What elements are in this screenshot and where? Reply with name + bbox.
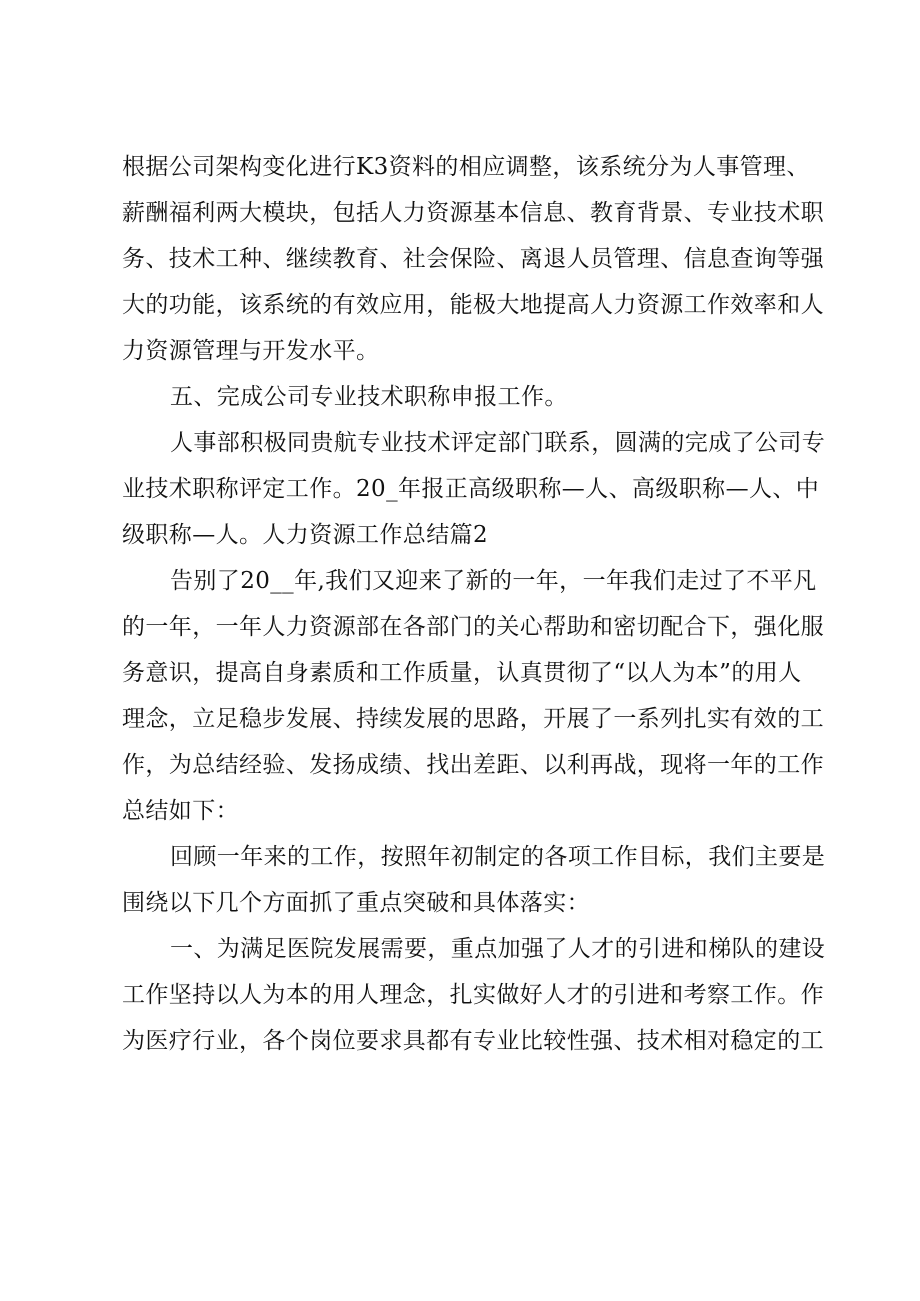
text-line: 力资源管理与开发水平。 xyxy=(122,338,380,364)
text-line: 告别了20__年,我们又迎来了新的一年，一年我们走过了不平凡 xyxy=(170,568,817,594)
text-line: 务、技术工种、继续教育、社会保险、离退人员管理、信息查询等强 xyxy=(122,246,824,272)
text-line: 理念，立足稳步发展、持续发展的思路，开展了一系列扎实有效的工 xyxy=(122,706,824,732)
text-line: 为医疗行业，各个岗位要求具都有专业比较性强、技术相对稳定的工 xyxy=(122,1028,824,1054)
text-line: 围绕以下几个方面抓了重点突破和具体落实： xyxy=(122,890,590,916)
text-line: 级职称—人。人力资源工作总结篇2 xyxy=(122,522,489,548)
text-line: 回顾一年来的工作，按照年初制定的各项工作目标，我们主要是 xyxy=(170,844,826,870)
text-line: 总结如下： xyxy=(122,798,239,824)
text-line: 人事部积极同贵航专业技术评定部门联系，圆满的完成了公司专 xyxy=(170,430,826,456)
text-line: 业技术职称评定工作。20_年报正高级职称—人、高级职称—人、中 xyxy=(122,476,820,502)
text-line: 的一年，一年人力资源部在各部门的关心帮助和密切配合下，强化服 xyxy=(122,614,824,640)
text-line: 大的功能，该系统的有效应用，能极大地提高人力资源工作效率和人 xyxy=(122,292,824,318)
text-line: 作，为总结经验、发扬成绩、找出差距、以利再战，现将一年的工作 xyxy=(122,752,824,778)
text-line: 工作坚持以人为本的用人理念，扎实做好人才的引进和考察工作。作 xyxy=(122,982,824,1008)
section-heading: 五、完成公司专业技术职称申报工作。 xyxy=(170,384,568,410)
text-line: 薪酬福利两大模块，包括人力资源基本信息、教育背景、专业技术职 xyxy=(122,200,824,226)
document-body xyxy=(122,144,826,1064)
text-line: 务意识，提高自身素质和工作质量，认真贯彻了“以人为本”的用人 xyxy=(122,660,802,686)
text-line: 根据公司架构变化进行K3资料的相应调整，该系统分为人事管理、 xyxy=(122,154,810,180)
text-line: 一、为满足医院发展需要，重点加强了人才的引进和梯队的建设 xyxy=(170,936,826,962)
